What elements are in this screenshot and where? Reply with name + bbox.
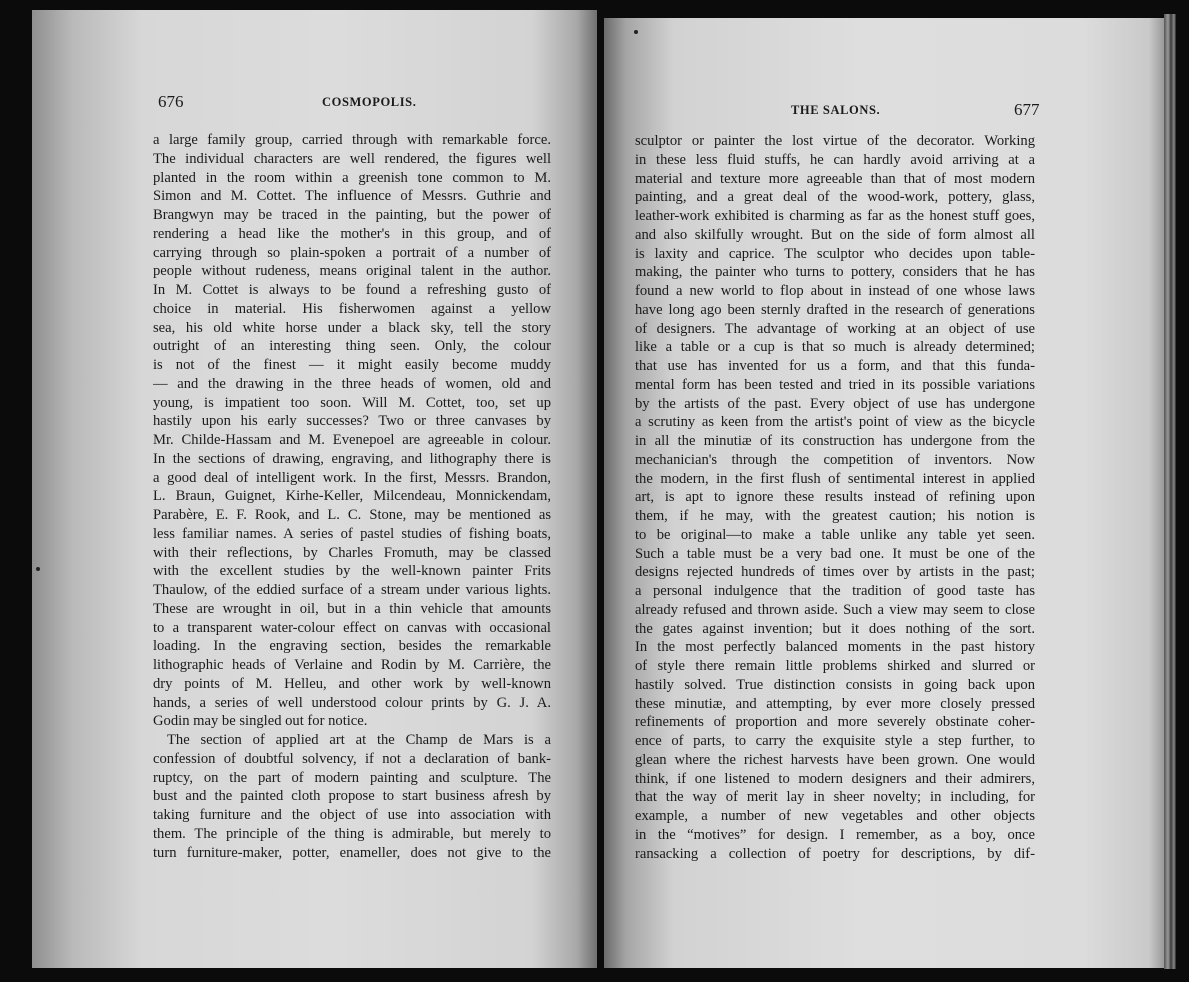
- text-line: ruptcy, on the part of modern painting and sculpture. The: [153, 769, 551, 786]
- running-head: COSMOPOLIS.: [322, 95, 417, 109]
- text-line: Brangwyn may be traced in the painting, but the power of: [153, 207, 551, 223]
- text-line: hastily solved. True distinction consists in going back upon: [635, 676, 1035, 693]
- text-line: glean where the richest harvests have been grown. One would: [635, 751, 1035, 768]
- text-line: people without rudeness, means original talent in the author.: [153, 263, 551, 280]
- text-line: In the sections of drawing, engraving, and lithography there is: [153, 450, 551, 467]
- text-line: the gates against invention; but it does nothing of the sort.: [635, 620, 1035, 637]
- text-line: sea, his old white horse under a black sky, tell the story: [153, 319, 551, 336]
- text-line: In M. Cottet is always to be found a refreshing gusto of: [153, 282, 551, 298]
- text-line: a scrutiny as keen from the artist's point of view as the bicycle: [635, 414, 1035, 431]
- text-line: young, is impatient too soon. Will M. Cottet, too, set up: [153, 394, 551, 411]
- text-line: taking furniture and the object of use into association with: [153, 807, 551, 823]
- text-line: with their reflections, by Charles Fromuth, may be classed: [153, 544, 551, 561]
- right-page: [604, 18, 1164, 968]
- text-line: in these less fluid stuffs, he can hardly avoid arriving at a: [635, 151, 1035, 168]
- text-line: in the “motives” for design. I remember, as a boy, once: [635, 826, 1035, 843]
- text-line: that the way of merit lay in sheer novelty; in including, for: [635, 789, 1035, 806]
- text-line: to a transparent water-colour effect on canvas with occasional: [153, 619, 551, 636]
- text-line: art, is apt to ignore these results instead of refining upon: [635, 489, 1035, 506]
- text-line: Thaulow, of the eddied surface of a stream under various lights.: [153, 582, 551, 598]
- text-line: hastily upon his early successes? Two or three canvases by: [153, 413, 551, 430]
- scan-speck: [634, 30, 638, 34]
- text-line: sculptor or painter the lost virtue of the decorator. Working: [635, 133, 1035, 149]
- text-line: L. Braun, Guignet, Kirhe-Keller, Milcendeau, Monnickendam,: [153, 488, 551, 505]
- text-line: is laxity and caprice. The sculptor who decides upon table-: [635, 245, 1035, 262]
- book-edge: [1164, 14, 1176, 969]
- text-line: outright of an interesting thing seen. Only, the colour: [153, 338, 551, 355]
- scan-speck: [36, 567, 40, 571]
- text-line: dry points of M. Helleu, and other work by well-known: [153, 675, 551, 692]
- text-line: that use has invented for us a form, and that this funda-: [635, 358, 1035, 374]
- text-line: material and texture more agreeable than that of most modern: [635, 170, 1035, 187]
- text-line: of style there remain little problems shirked and slurred or: [635, 658, 1035, 674]
- text-line: them, if he may, with the greatest caution; his notion is: [635, 508, 1035, 524]
- text-line: These are wrought in oil, but in a thin vehicle that amounts: [153, 600, 551, 617]
- text-line: ence of parts, to carry the exquisite style a step further, to: [635, 733, 1035, 749]
- text-line: mental form has been tested and tried in its possible variations: [635, 376, 1035, 393]
- text-line: The individual characters are well rendered, the figures well: [153, 150, 551, 167]
- text-line: planted in the room within a greenish tone common to M.: [153, 169, 551, 186]
- text-line: and also skilfully wrought. But on the side of form almost all: [635, 226, 1035, 243]
- text-line: confession of doubtful solvency, if not a declaration of bank-: [153, 750, 551, 767]
- text-line: Parabère, E. F. Rook, and L. C. Stone, may be mentioned as: [153, 507, 551, 523]
- text-line: choice in material. His fisherwomen against a yellow: [153, 300, 551, 317]
- text-line: turn furniture-maker, potter, enameller, does not give to the: [153, 844, 551, 861]
- text-line: hands, a series of well understood colour prints by G. J. A.: [153, 694, 551, 711]
- text-line: to be original—to make a table unlike any table yet seen.: [635, 526, 1035, 543]
- text-line: — and the drawing in the three heads of women, old and: [153, 375, 551, 392]
- text-line: Godin may be singled out for notice.: [153, 713, 368, 730]
- text-line: in all the minutiæ of its construction has undergone from the: [635, 433, 1035, 449]
- running-head: THE SALONS.: [791, 103, 881, 117]
- text-line: The section of applied art at the Champ de Mars is a: [167, 732, 551, 748]
- text-line: making, the painter who turns to pottery, considers that he has: [635, 264, 1035, 281]
- text-line: example, a number of new vegetables and other objects: [635, 808, 1035, 824]
- text-line: lithographic heads of Verlaine and Rodin by M. Carrière, the: [153, 657, 551, 673]
- text-line: rendering a head like the mother's in this group, and of: [153, 225, 551, 242]
- text-line: of designers. The advantage of working at an object of use: [635, 320, 1035, 337]
- text-line: painting, and a great deal of the wood-work, pottery, glass,: [635, 189, 1035, 206]
- text-line: Simon and M. Cottet. The influence of Messrs. Guthrie and: [153, 188, 551, 205]
- text-line: found a new world to flop about in instead of one whose laws: [635, 283, 1035, 299]
- text-line: a good deal of intelligent work. In the first, Messrs. Brandon,: [153, 469, 551, 486]
- text-line: designs rejected hundreds of times over by artists in the past;: [635, 564, 1035, 581]
- text-line: ransacking a collection of poetry for descriptions, by dif-: [635, 845, 1035, 862]
- text-line: think, if one listened to modern designers and their admirers,: [635, 770, 1035, 787]
- text-line: Such a table must be a very bad one. It must be one of the: [635, 545, 1035, 562]
- text-line: a personal indulgence that the tradition of good taste has: [635, 583, 1035, 599]
- page-number: 677: [1014, 100, 1040, 119]
- text-line: loading. In the engraving section, besides the remarkable: [153, 638, 551, 655]
- text-line: a large family group, carried through with remarkable force.: [153, 132, 551, 148]
- text-line: have long ago been sternly drafted in the research of generations: [635, 301, 1035, 318]
- text-line: is not of the finest — it might easily become muddy: [153, 357, 551, 373]
- text-line: like a table or a cup is that so much is already determined;: [635, 339, 1035, 356]
- text-line: carrying through so plain-spoken a portrait of a number of: [153, 244, 551, 261]
- text-line: Mr. Childe-Hassam and M. Evenepoel are agreeable in colour.: [153, 432, 551, 448]
- text-line: the modern, in the first flush of sentimental interest in applied: [635, 470, 1035, 487]
- page-body-text: [153, 131, 551, 862]
- text-line: them. The principle of the thing is admirable, but merely to: [153, 825, 551, 842]
- text-line: less familiar names. A series of pastel studies of fishing boats,: [153, 525, 551, 542]
- text-line: mechanician's through the competition of inventors. Now: [635, 451, 1035, 468]
- text-line: these minutiæ, and attempting, by ever more closely pressed: [635, 695, 1035, 712]
- text-line: In the most perfectly balanced moments in the past history: [635, 639, 1035, 656]
- text-line: by the artists of the past. Every object of use has undergone: [635, 395, 1035, 412]
- text-line: already refused and thrown aside. Such a view may seem to close: [635, 601, 1035, 618]
- text-line: bust and the painted cloth propose to start business afresh by: [153, 788, 551, 805]
- page-body-text: [635, 132, 1035, 863]
- text-line: with the excellent studies by the well-known painter Frits: [153, 563, 551, 580]
- left-page: [32, 10, 597, 968]
- text-line: refinements of proportion and more severely obstinate coher-: [635, 714, 1035, 731]
- page-number: 676: [158, 92, 184, 111]
- text-line: leather-work exhibited is charming as far as the honest stuff goes,: [635, 208, 1035, 224]
